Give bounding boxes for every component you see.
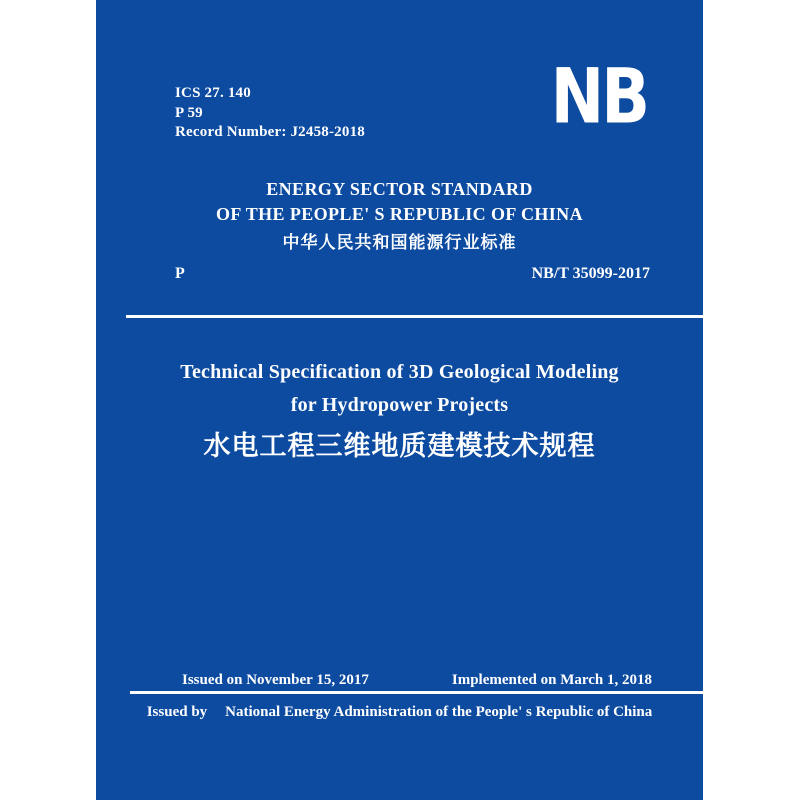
record-number: Record Number: J2458-2018 [175, 124, 365, 140]
dates-row [182, 671, 652, 690]
issuer-row [96, 702, 703, 722]
issuer-label: Issued by [146, 704, 208, 720]
classification-letter: P [175, 265, 185, 282]
meta-block [175, 84, 365, 143]
ics-code: ICS 27. 140 [175, 85, 251, 101]
cover [96, 0, 703, 800]
nb-logo: NB [550, 54, 647, 142]
implemented-date: Implemented on March 1, 2018 [451, 672, 652, 688]
standard-number: NB/T 35099-2017 [531, 265, 650, 282]
standard-heading-zh: 中华人民共和国能源行业标准 [282, 233, 517, 253]
standard-heading [96, 177, 703, 255]
standard-heading-en-line2: OF THE PEOPLE' S REPUBLIC OF CHINA [216, 204, 583, 224]
issued-date: Issued on November 15, 2017 [182, 672, 369, 688]
title-block [96, 356, 703, 464]
title-en-line1: Technical Specification of 3D Geological Modeling [180, 361, 619, 383]
title-en-line2: for Hydropower Projects [290, 394, 509, 416]
code-row [175, 264, 650, 284]
bottom-divider-rule [130, 691, 703, 694]
classification-code: P 59 [175, 104, 203, 121]
top-divider-rule [126, 315, 703, 318]
title-zh: 水电工程三维地质建模技术规程 [203, 431, 596, 462]
standard-heading-en-line1: ENERGY SECTOR STANDARD [266, 179, 533, 199]
issuer-agency: National Energy Administration of the People' s Republic of China [225, 704, 653, 720]
